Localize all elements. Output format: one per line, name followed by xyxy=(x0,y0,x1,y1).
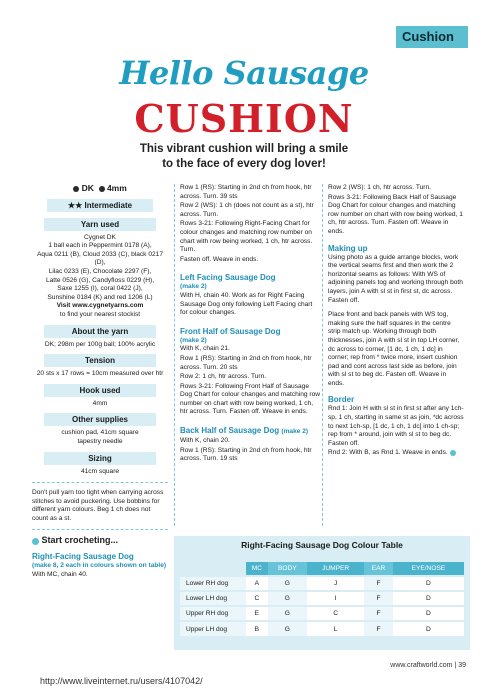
hook-icon xyxy=(99,186,105,192)
front-half-sub: (make 2) xyxy=(180,336,207,344)
yarn-line: Sunshine 0184 (K) and red 1206 (L) xyxy=(47,293,153,301)
left-facing-text: With H, chain 40. Work as for Right Facing Sausage Dog only following Left Facing chart for colour changes. xyxy=(180,291,313,317)
table-cell: D xyxy=(393,621,464,636)
start-heading xyxy=(32,536,168,545)
paragraph-text: Rnd 2: With B, as Rnd 1. Weave in ends. xyxy=(328,449,448,457)
supplies-line: tapestry needle xyxy=(77,437,123,445)
table-cell: G xyxy=(268,591,307,606)
colour-table-panel xyxy=(174,536,470,650)
tension-heading: Tension xyxy=(44,354,156,367)
table-cell: G xyxy=(268,621,307,636)
paragraph: Rows 3-21: Following Back Half of Sausage Dog Chart for colour changes and matching row number on chart with row being worked, 1 ch, htr across. Turn. Fasten off. Weave in ends. xyxy=(328,193,463,235)
table-cell: G xyxy=(268,606,307,621)
table-title: Right-Facing Sausage Dog Colour Table xyxy=(241,540,403,550)
start-label: Start crocheting... xyxy=(41,535,119,546)
about-yarn-heading: About the yarn xyxy=(44,325,156,338)
yarn-ball-icon xyxy=(73,186,79,192)
table-cell: D xyxy=(393,576,464,591)
table-cell: L xyxy=(307,621,364,636)
right-facing-heading: Right-Facing Sausage Dog xyxy=(32,552,134,562)
middle-column xyxy=(180,184,320,465)
paragraph: Place front and back panels with WS tog, making sure the half squares in the centre strip match up. Working through both thicknesses, join A with sl st in top LH corner, dc across to corner, [1 dc, 1 ch, 1 dc] in corner; rep from * twice more, insert cushion pad and cont across last side as before, join with sl st to beg dc. Fasten off. Weave in ends. xyxy=(328,311,460,387)
paragraph: Row 1 (RS): Starting in 2nd ch from hook, htr across. Turn. 20 sts xyxy=(180,354,312,371)
bullet-icon xyxy=(32,538,39,545)
supplies-line: cushion pad, 41cm square xyxy=(61,429,139,437)
paragraph: Row 2 (WS): 1 ch (does not count as a st), htr across. Turn. xyxy=(180,202,314,218)
subtitle-line-1: This vibrant cushion will bring a smile xyxy=(139,143,349,155)
table-cell: F xyxy=(364,606,393,621)
yarn-line: Latte 0526 (G), Candyfloss 0229 (H), xyxy=(45,276,155,284)
tip-note: Don't pull yarn too tight when carrying across stitches to avoid puckering. Use bobbins for different yarn colours. Beg 1 ch does not count as a st. xyxy=(32,489,164,522)
table-header-cell: EAR xyxy=(364,562,393,576)
yarn-line: Aqua 0211 (B), Cloud 2033 (C), black 0217 (D), xyxy=(37,250,163,267)
level-label: Intermediate xyxy=(84,200,133,210)
table-cell: F xyxy=(364,621,393,636)
paragraph xyxy=(328,449,464,458)
table-cell: Lower RH dog xyxy=(180,576,246,591)
back-half-sub: (make 2) xyxy=(281,428,309,436)
column-divider xyxy=(322,184,323,526)
about-yarn-text: DK; 298m per 100g ball; 100% acrylic xyxy=(44,340,156,348)
hook-size-label: 4mm xyxy=(106,183,127,193)
table-header-cell xyxy=(180,562,246,576)
yarn-line: Visit www.cygnetyarns.com xyxy=(56,302,144,310)
table-cell: F xyxy=(364,591,393,606)
table-cell: J xyxy=(307,576,364,591)
divider xyxy=(32,482,168,483)
paragraph: Row 1 (RS): Starting in 2nd ch from hook, htr across. Turn. 19 sts xyxy=(180,446,312,463)
table-row xyxy=(180,591,464,606)
table-cell: Upper LH dog xyxy=(180,621,246,636)
back-half-title: Back Half of Sausage Dog xyxy=(180,426,280,436)
table-header-cell: MC xyxy=(246,562,268,576)
sizing-text: 41cm square xyxy=(80,467,120,475)
paragraph: Row 2: 1 ch, htr across. Turn. xyxy=(180,373,267,381)
back-half-heading xyxy=(180,426,320,437)
right-column xyxy=(328,184,464,459)
table-cell: D xyxy=(393,591,464,606)
subtitle xyxy=(0,142,488,172)
left-facing-heading: Left Facing Sausage Dog xyxy=(180,273,276,283)
paragraph: Fasten off. Weave in ends. xyxy=(180,255,259,263)
paragraph: With K, chain 21. xyxy=(180,345,230,353)
end-bullet-icon xyxy=(450,450,456,456)
yarn-used-heading: Yarn used xyxy=(44,218,156,231)
making-up-heading: Making up xyxy=(328,243,368,253)
paragraph: With K, chain 20. xyxy=(180,437,230,445)
table-header-row xyxy=(180,562,464,576)
paragraph: Rows 3-21: Following Right-Facing Chart for colour changes and matching row number on chart with row being worked, 1 ch, htr across. Turn. xyxy=(180,220,313,254)
other-supplies-text xyxy=(32,429,168,446)
colour-table xyxy=(180,562,464,636)
table-cell: D xyxy=(393,606,464,621)
table-cell: C xyxy=(307,606,364,621)
yarn-line: Lilac 0233 (E), Chocolate 2297 (F), xyxy=(48,267,152,275)
other-supplies-heading: Other supplies xyxy=(44,413,156,426)
hook-used-heading: Hook used xyxy=(44,384,156,397)
table-row xyxy=(180,621,464,636)
table-cell: Lower LH dog xyxy=(180,591,246,606)
paragraph: Rnd 1: Join H with sl st in first st after any 1ch-sp, 1 ch, starting in same st as join, *dc across to next 1ch-sp, [1 dc, 1 ch, 1 dc] into 1 ch-sp; rep from * around, join with sl st to beg dc. Fasten off. xyxy=(328,405,464,447)
yarn-line: Saxe 1255 (I), coral 0422 (J), xyxy=(57,285,143,293)
paragraph: Using photo as a guide arrange blocks, work the vertical seams first and then work the 2 horizontal seams as follows: With WS of adjoining panels tog and working through both layers, join A with sl st in first st, dc across. Fasten off. xyxy=(328,253,463,304)
dk-label: DK xyxy=(81,183,94,193)
subtitle-line-2: to the face of every dog lover! xyxy=(162,158,326,170)
page-footer: www.craftworld.com | 39 xyxy=(390,662,466,669)
yarn-line: to find your nearest stockist xyxy=(59,310,141,318)
table-cell: I xyxy=(307,591,364,606)
title-line-2: CUSHION xyxy=(134,96,354,141)
table-cell: B xyxy=(246,621,268,636)
paragraph: Row 2 (WS): 1 ch, htr across. Turn. xyxy=(328,184,431,191)
table-row xyxy=(180,606,464,621)
divider xyxy=(32,529,168,530)
right-facing-sub: (make 8, 2 each in colours shown on table) xyxy=(32,562,167,570)
left-facing-sub: (make 2) xyxy=(180,283,207,291)
section-tag: Cushion xyxy=(396,26,468,48)
paragraph: Row 1 (RS): Starting in 2nd ch from hook, htr across. Turn. 39 sts xyxy=(180,184,312,200)
table-header-cell: JUMPER xyxy=(307,562,364,576)
tension-text: 20 sts x 17 rows = 10cm measured over htr xyxy=(36,370,164,378)
table-header-cell: EYE/NOSE xyxy=(393,562,464,576)
title-line-1: Hello Sausage xyxy=(119,54,369,92)
right-facing-text: With MC, chain 40. xyxy=(32,570,88,578)
yarn-line: Cygnet DK xyxy=(84,233,116,241)
table-cell: F xyxy=(364,576,393,591)
column-divider xyxy=(174,184,175,526)
dk-hook-row xyxy=(32,184,168,193)
sizing-heading: Sizing xyxy=(44,452,156,465)
table-cell: A xyxy=(246,576,268,591)
table-cell: E xyxy=(246,606,268,621)
level-badge xyxy=(47,199,153,212)
source-url: http://www.liveinternet.ru/users/4107042/ xyxy=(40,676,203,686)
border-heading: Border xyxy=(328,395,355,405)
table-cell: Upper RH dog xyxy=(180,606,246,621)
table-cell: G xyxy=(268,576,307,591)
yarn-used-text xyxy=(32,234,168,320)
sidebar-column xyxy=(32,184,168,579)
table-header-cell: BODY xyxy=(268,562,307,576)
stars-icon: ★★ xyxy=(67,200,83,210)
yarn-line: 1 ball each in Peppermint 0178 (A), xyxy=(48,242,152,250)
front-half-heading: Front Half of Sausage Dog xyxy=(180,326,281,336)
table-cell: C xyxy=(246,591,268,606)
hook-used-text: 4mm xyxy=(92,399,108,407)
table-row xyxy=(180,576,464,591)
paragraph: Rows 3-21: Following Front Half of Sausage Dog Chart for colour changes and matching row number on chart with row being worked, 1 ch, htr across. Turn. Fasten off. Weave in ends. xyxy=(180,382,321,416)
